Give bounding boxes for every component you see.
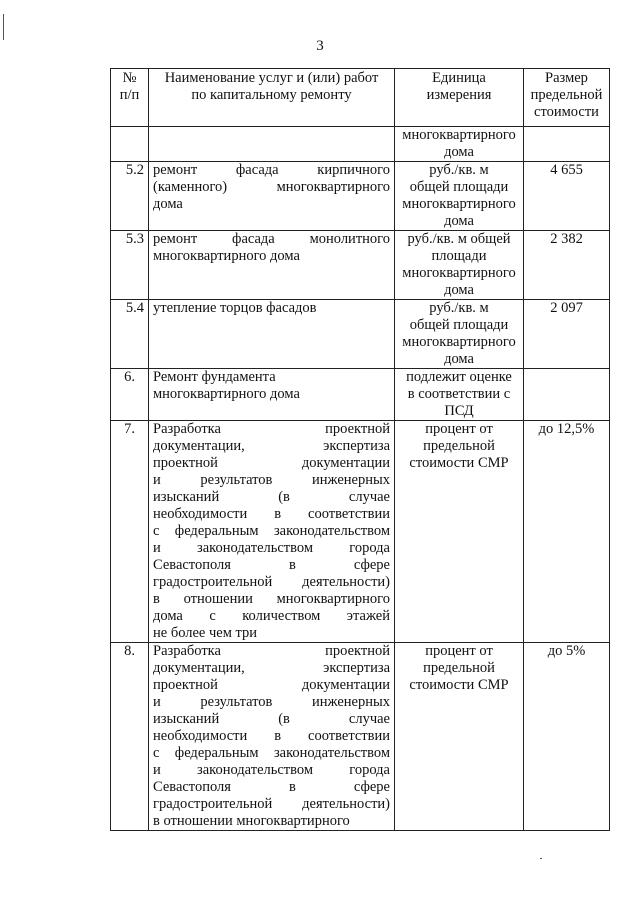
unit-line: дома — [444, 213, 474, 229]
service-name-line: с федеральным законодательством — [153, 523, 390, 539]
header-size-line-1: Размер — [545, 70, 588, 86]
header-name — [149, 69, 395, 127]
header-number-line-1: № — [122, 70, 137, 86]
service-name-line: и законодательством города — [153, 762, 390, 778]
unit-line: стоимости СМР — [409, 677, 509, 693]
scan-edge-mark — [3, 14, 4, 40]
cell-max-cost: до 5% — [524, 643, 610, 831]
service-name-line: дома с количеством этажей — [153, 608, 390, 624]
header-number — [111, 69, 149, 127]
unit-line: предельной — [423, 660, 495, 676]
service-name-line: и результатов инженерных — [153, 694, 390, 710]
cell-max-cost — [524, 127, 610, 162]
header-size-line-3: стоимости — [534, 104, 599, 120]
unit-line: процент от — [425, 643, 493, 659]
table-row — [111, 421, 610, 643]
header-unit-line-2: измерения — [426, 87, 492, 103]
cell-unit — [395, 421, 524, 643]
cell-number: 7. — [111, 421, 149, 643]
table-row — [111, 231, 610, 300]
unit-line: процент от — [425, 421, 493, 437]
unit-line: в соответствии с — [407, 386, 511, 402]
service-name-line: Разработка проектной — [153, 643, 390, 659]
table-row — [111, 127, 610, 162]
cell-unit — [395, 231, 524, 300]
cell-max-cost: до 12,5% — [524, 421, 610, 643]
header-name-line-1: Наименование услуг и (или) работ — [164, 70, 379, 86]
cell-unit — [395, 369, 524, 421]
service-name-line: и результатов инженерных — [153, 472, 390, 488]
cell-service-name — [149, 162, 395, 231]
cell-number: 6. — [111, 369, 149, 421]
service-name-line: дома — [153, 196, 183, 212]
cell-service-name — [149, 369, 395, 421]
service-name-line: необходимости в соответствии — [153, 506, 390, 522]
cell-number: 5.4 — [111, 300, 149, 369]
scan-speck — [540, 858, 542, 859]
table-body — [111, 127, 610, 831]
unit-line: площади — [431, 248, 487, 264]
service-name-line: документации, экспертиза — [153, 660, 390, 676]
unit-line: руб./кв. м общей — [407, 231, 511, 247]
unit-line: руб./кв. м — [429, 300, 489, 316]
cell-unit — [395, 127, 524, 162]
service-name-line: Разработка проектной — [153, 421, 390, 437]
unit-line: многоквартирного — [402, 196, 516, 212]
unit-line: многоквартирного — [402, 127, 516, 143]
cell-unit — [395, 300, 524, 369]
unit-line: руб./кв. м — [429, 162, 489, 178]
service-name-line: в отношении многоквартирного — [153, 591, 390, 607]
service-name-line: не более чем три — [153, 625, 258, 641]
page-number: 3 — [316, 38, 324, 54]
services-cost-table — [110, 68, 610, 831]
unit-line: дома — [444, 144, 474, 160]
cell-max-cost: 2 097 — [524, 300, 610, 369]
service-name-line: документации, экспертиза — [153, 438, 390, 454]
service-name-line: ремонт фасада монолитного — [153, 231, 390, 247]
header-unit — [395, 69, 524, 127]
unit-line: дома — [444, 351, 474, 367]
service-name-line: многоквартирного дома — [153, 386, 300, 402]
cell-max-cost: 4 655 — [524, 162, 610, 231]
cell-number — [111, 127, 149, 162]
service-name-line: с федеральным законодательством — [153, 745, 390, 761]
cell-unit — [395, 643, 524, 831]
service-name-line: многоквартирного дома — [153, 248, 300, 264]
cell-number: 5.2 — [111, 162, 149, 231]
service-name-line: Ремонт фундамента — [153, 369, 276, 385]
cell-max-cost: 2 382 — [524, 231, 610, 300]
service-name-line: необходимости в соответствии — [153, 728, 390, 744]
service-name-line: в отношении многоквартирного — [153, 813, 350, 829]
cell-number: 5.3 — [111, 231, 149, 300]
service-name-line: Севастополя в сфере — [153, 779, 390, 795]
unit-line: предельной — [423, 438, 495, 454]
cell-service-name — [149, 300, 395, 369]
cell-number: 8. — [111, 643, 149, 831]
header-size-line-2: предельной — [530, 87, 603, 103]
unit-line: подлежит оценке — [406, 369, 512, 385]
table-header-row — [111, 69, 610, 127]
service-name-line: проектной документации — [153, 677, 390, 693]
cell-service-name — [149, 643, 395, 831]
cell-service-name — [149, 127, 395, 162]
cell-max-cost — [524, 369, 610, 421]
table-row — [111, 300, 610, 369]
service-name-line: изысканий (в случае — [153, 489, 390, 505]
unit-line: общей площади — [409, 317, 509, 333]
header-size — [524, 69, 610, 127]
cell-unit — [395, 162, 524, 231]
service-name-line: (каменного) многоквартирного — [153, 179, 390, 195]
service-name-line: градостроительной деятельности) — [153, 574, 390, 590]
service-name-line: градостроительной деятельности) — [153, 796, 390, 812]
unit-line: ПСД — [444, 403, 474, 419]
unit-line: многоквартирного — [402, 265, 516, 281]
table-row — [111, 162, 610, 231]
service-name-line: изысканий (в случае — [153, 711, 390, 727]
cell-service-name — [149, 421, 395, 643]
cell-service-name — [149, 231, 395, 300]
header-unit-line-1: Единица — [432, 70, 486, 86]
unit-line: стоимости СМР — [409, 455, 509, 471]
service-name-line: проектной документации — [153, 455, 390, 471]
table-row — [111, 369, 610, 421]
header-number-line-2: п/п — [119, 87, 140, 103]
table-row — [111, 643, 610, 831]
service-name-line: и законодательством города — [153, 540, 390, 556]
header-name-line-2: по капитальному ремонту — [191, 87, 352, 103]
service-name-line: утепление торцов фасадов — [153, 300, 317, 316]
service-name-line: Севастополя в сфере — [153, 557, 390, 573]
unit-line: общей площади — [409, 179, 509, 195]
unit-line: многоквартирного — [402, 334, 516, 350]
service-name-line: ремонт фасада кирпичного — [153, 162, 390, 178]
unit-line: дома — [444, 282, 474, 298]
